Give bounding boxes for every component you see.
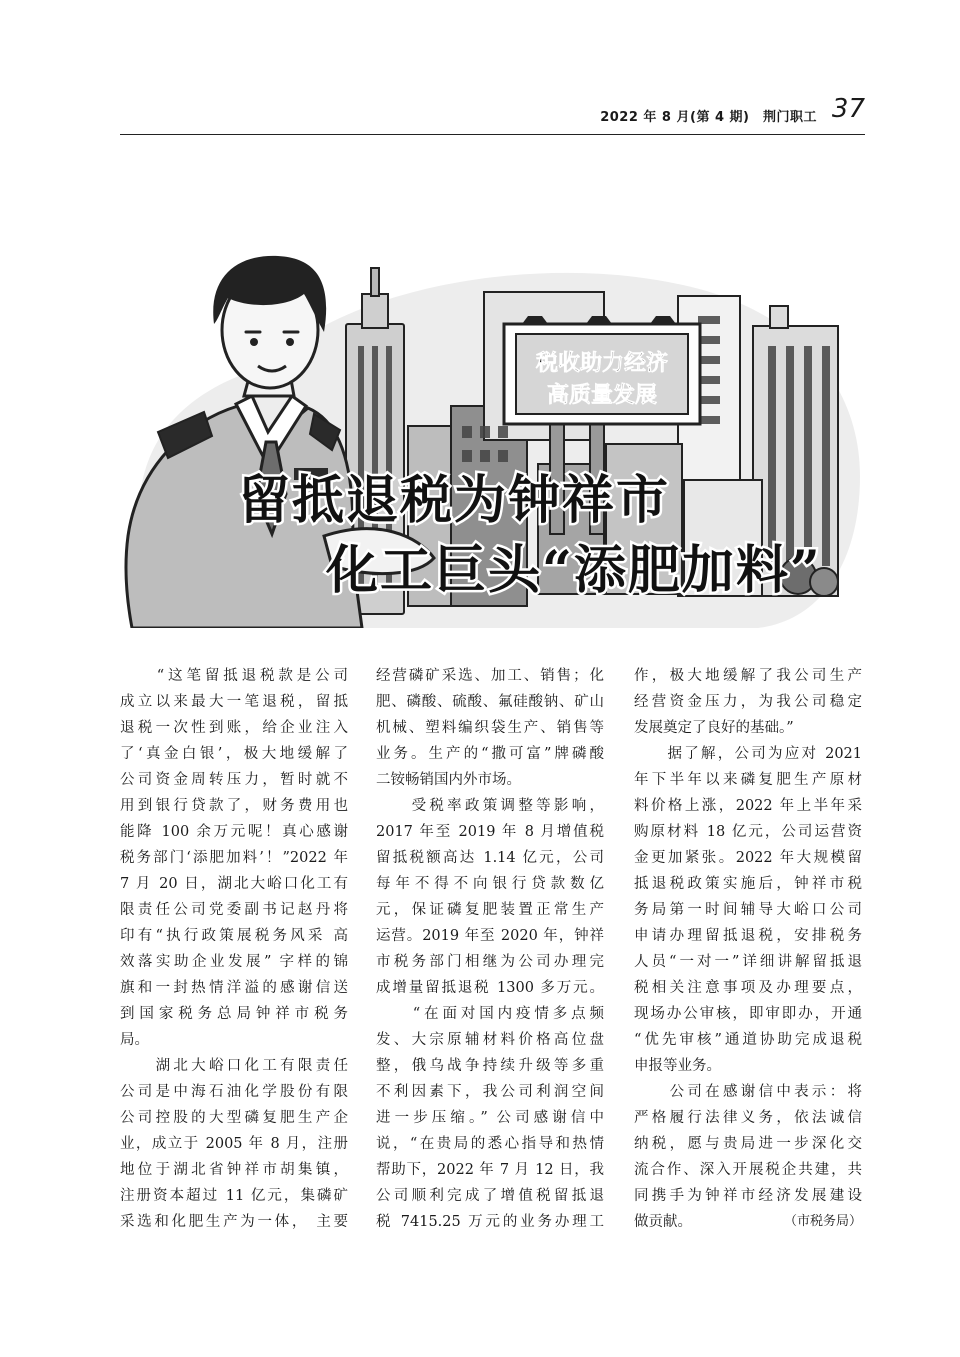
text-line: 进一步压缩。” 公司感谢信中: [376, 1110, 604, 1126]
text-line: 留抵税额高达 1.14 亿元，公司: [376, 850, 604, 866]
text-line: 成增量留抵退税 1300 多万元。: [376, 980, 604, 996]
text-line: 申请办理留抵退税，安排税务: [634, 928, 862, 944]
text-line: 做贡献。: [634, 1214, 692, 1230]
text-line: 到国家税务总局钟祥市税务: [120, 1006, 348, 1022]
text-line: 地位于湖北省钟祥市胡集镇，: [120, 1162, 348, 1178]
text-line: 限责任公司党委副书记赵丹将: [120, 902, 348, 918]
title-line-2: 化工巨头“添肥加料”: [326, 540, 822, 601]
text-line: 人员“一对一”详细讲解留抵退: [634, 954, 862, 970]
text-line: 作，极大地缓解了我公司生产: [634, 668, 862, 684]
text-line: “这笔留抵退税款是公司: [120, 668, 348, 684]
text-line: 务局第一时间辅导大峪口公司: [634, 902, 862, 918]
text-line: 市税务部门相继为公司办理完: [376, 954, 604, 970]
text-line: 注册资本超过 11 亿元，集磷矿: [120, 1188, 348, 1204]
text-line: 不利因素下，我公司利润空间: [376, 1084, 604, 1100]
text-line: 印有“执行政策展税务风采 高: [120, 928, 348, 944]
text-line: 成立以来最大一笔退税，留抵: [120, 694, 348, 710]
text-line: 退税一次性到账，给企业注入: [120, 720, 348, 736]
text-line: 帮助下，2022 年 7 月 12 日，我: [376, 1162, 604, 1178]
text-line: 说，“在贵局的悉心指导和热情: [376, 1136, 604, 1152]
issue-label: 2022 年 8 月(第 4 期) 荆门职工: [600, 110, 817, 125]
text-line: 税相关注意事项及办理要点，: [634, 980, 862, 996]
text-line: 业，成立于 2005 年 8 月，注册: [120, 1136, 348, 1152]
header-rule: [120, 134, 865, 135]
billboard-line-1: 税收助力经济: [535, 351, 669, 376]
text-line: 受税率政策调整等影响，: [376, 798, 604, 814]
article-body: [0, 663, 960, 1263]
text-line: 了‘真金白银’，极大地缓解了: [120, 746, 348, 762]
text-line: 元，保证磷复肥装置正常生产: [376, 902, 604, 918]
text-line: 公司资金周转压力，暂时就不: [120, 772, 348, 788]
source-credit: （市税务局）: [783, 1214, 862, 1229]
billboard-line-2: 高质量发展: [546, 383, 658, 408]
text-line: 公司控股的大型磷复肥生产企: [120, 1110, 348, 1126]
article-column-1: [120, 663, 348, 1235]
text-line: “在面对国内疫情多点频: [376, 1006, 604, 1022]
text-line: 采选和化肥生产为一体， 主要: [120, 1214, 348, 1230]
text-line: 购原材料 18 亿元，公司运营资: [634, 824, 862, 840]
text-line: 经营磷矿采选、加工、销售；化: [376, 668, 604, 684]
text-line: 公司在感谢信中表示：将: [634, 1084, 862, 1100]
text-line: 二铵畅销国内外市场。: [376, 772, 521, 788]
text-line: 纳税，愿与贵局进一步深化交: [634, 1136, 862, 1152]
article-column-2: [376, 663, 604, 1235]
text-line: 业务。生产的“撒可富”牌磷酸: [376, 746, 604, 762]
text-line: 运营。2019 年至 2020 年，钟祥: [376, 928, 604, 944]
text-line: 7 月 20 日，湖北大峪口化工有: [120, 876, 348, 892]
text-line: 2017 年至 2019 年 8 月增值税: [376, 824, 604, 840]
text-line: 公司是中海石油化学股份有限: [120, 1084, 348, 1100]
text-line: 公司顺利完成了增值税留抵退: [376, 1188, 604, 1204]
text-line: 税 7415.25 万元的业务办理工: [376, 1214, 604, 1230]
text-line: 整，俄乌战争持续升级等多重: [376, 1058, 604, 1074]
text-line: 严格履行法律义务，依法诚信: [634, 1110, 862, 1126]
text-line: “优先审核”通道协助完成退税: [634, 1032, 862, 1048]
closing-line: [634, 1209, 862, 1235]
title-line-1: 留抵退税为钟祥市: [238, 470, 671, 531]
text-line: 经营资金压力，为我公司稳定: [634, 694, 862, 710]
text-line: 金更加紧张。2022 年大规模留: [634, 850, 862, 866]
text-line: 同携手为钟祥市经济发展建设: [634, 1188, 862, 1204]
text-line: 发展奠定了良好的基础。”: [634, 720, 794, 736]
text-line: 抵退税政策实施后，钟祥市税: [634, 876, 862, 892]
text-line: 旗和一封热情洋溢的感谢信送: [120, 980, 348, 996]
illustration-svg: [118, 236, 868, 628]
text-line: 局。: [120, 1032, 149, 1048]
text-line: 能降 100 余万元呢！真心感谢: [120, 824, 348, 840]
text-line: 肥、磷酸、硫酸、氟硅酸钠、矿山: [376, 694, 604, 710]
text-line: 申报等业务。: [634, 1058, 721, 1074]
text-line: 据了解，公司为应对 2021: [634, 746, 862, 762]
text-line: 税务部门‘添肥加料’！”2022 年: [120, 850, 348, 866]
text-line: 流合作、深入开展税企共建，共: [634, 1162, 862, 1178]
text-line: 机械、塑料编织袋生产、销售等: [376, 720, 604, 736]
headline-illustration: [118, 236, 868, 628]
page-number: 37: [831, 94, 865, 124]
text-line: 年下半年以来磷复肥生产原材: [634, 772, 862, 788]
text-line: 发、大宗原辅材料价格高位盘: [376, 1032, 604, 1048]
text-line: 料价格上涨，2022 年上半年采: [634, 798, 862, 814]
article-column-3: [634, 663, 862, 1235]
text-line: 效落实助企业发展” 字样的锦: [120, 954, 348, 970]
text-line: 现场办公审核，即审即办，开通: [634, 1006, 862, 1022]
running-header: [120, 94, 865, 134]
text-line: 用到银行贷款了，财务费用也: [120, 798, 348, 814]
text-line: 湖北大峪口化工有限责任: [120, 1058, 348, 1074]
text-line: 每年不得不向银行贷款数亿: [376, 876, 604, 892]
